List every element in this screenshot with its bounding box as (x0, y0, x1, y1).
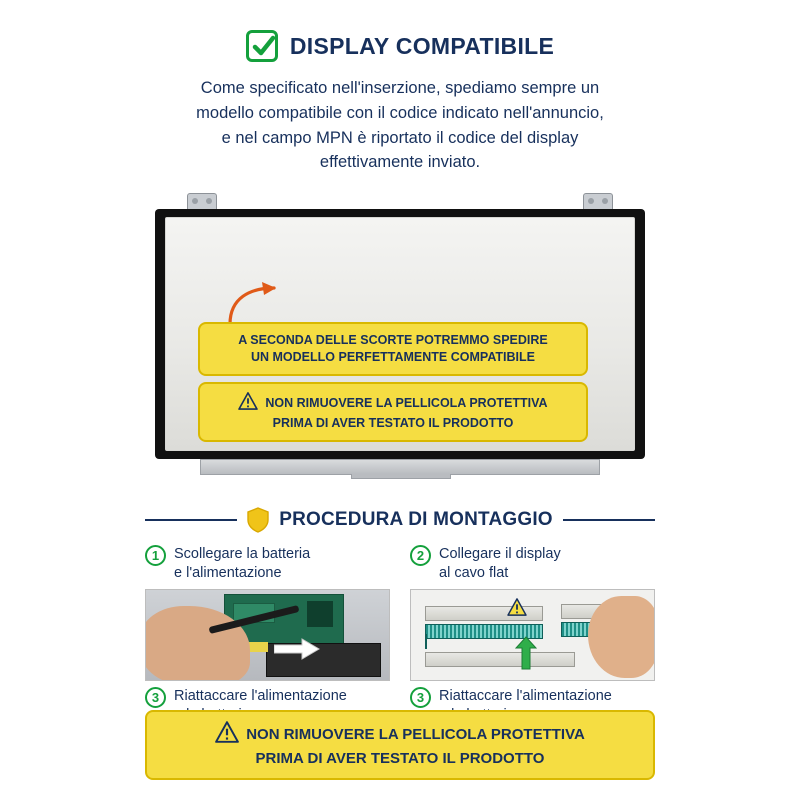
film-warning-line-1: NON RIMUOVERE LA PELLICOLA PROTETTIVA (265, 396, 548, 410)
step-text-line-1: Collegare il display (439, 546, 561, 562)
green-arrow-icon (515, 636, 537, 675)
check-square-icon (246, 30, 278, 62)
warning-triangle-icon (215, 721, 239, 749)
display-illustration (145, 193, 655, 493)
screen-base-strip (200, 459, 600, 475)
compatibility-callout-line-2: UN MODELLO PERFETTAMENTE COMPATIBILE (250, 349, 535, 364)
compatibility-callout (198, 322, 588, 376)
content-column (145, 10, 655, 790)
screen-base-tab (351, 474, 451, 479)
step-number: 2 (410, 545, 431, 566)
intro-paragraph (145, 76, 655, 175)
procedure-steps (145, 545, 655, 724)
step-text-line-2: e l'alimentazione (174, 564, 282, 581)
step-text-line-2: al cavo flat (439, 564, 509, 581)
step-text-line-1: Riattaccare l'alimentazione (174, 687, 347, 704)
connector-strip (425, 652, 575, 667)
intro-line-4: effettivamente inviato. (319, 153, 481, 172)
flat-cable-strip (425, 634, 427, 649)
warning-triangle-icon (507, 598, 527, 621)
mounting-bracket-left (187, 193, 217, 209)
step-number: 3 (145, 687, 166, 708)
intro-line-1: Come specificato nell'inserzione, spediamo sempre un (200, 79, 600, 97)
compatibility-callout-line-1: A SECONDA DELLE SCORTE POTREMMO SPEDIRE (238, 333, 548, 347)
white-arrow-icon (274, 638, 320, 665)
warning-triangle-icon (238, 392, 258, 415)
step-text-line-1: Scollegare la batteria (174, 546, 311, 562)
step-text (439, 545, 561, 583)
step-label (410, 545, 655, 583)
footer-warning-banner (145, 710, 655, 781)
screen-bezel (155, 209, 645, 459)
step-number: 3 (410, 687, 431, 708)
header (145, 30, 655, 62)
procedure-title: PROCEDURA DI MONTAGGIO (279, 509, 553, 530)
divider-left (145, 519, 237, 521)
shield-icon (247, 507, 269, 533)
step-text (174, 545, 310, 583)
footer-warning-line-1: NON RIMUOVERE LA PELLICOLA PROTETTIVA (246, 725, 585, 743)
step-photo-flat-cable (410, 589, 655, 681)
screen-surface (165, 217, 635, 451)
mounting-bracket-right (583, 193, 613, 209)
page-title: DISPLAY COMPATIBILE (289, 32, 555, 59)
hand-shape (588, 596, 655, 678)
intro-line-2: modello compatibile con il codice indicato nell'annuncio, (196, 103, 604, 122)
procedure-header (145, 507, 655, 533)
footer-warning-line-2: PRIMA DI AVER TESTATO IL PRODOTTO (255, 749, 545, 767)
film-warning-line-2: PRIMA DI AVER TESTATO IL PRODOTTO (272, 415, 514, 430)
intro-line-3: e nel campo MPN è riportato il codice del display (221, 128, 579, 147)
film-warning-callout (198, 382, 588, 442)
divider-right (563, 519, 655, 521)
step-number: 1 (145, 545, 166, 566)
step-text-line-1: Riattaccare l'alimentazione (439, 687, 612, 704)
step-photo-battery (145, 589, 390, 681)
step-label (145, 545, 390, 583)
